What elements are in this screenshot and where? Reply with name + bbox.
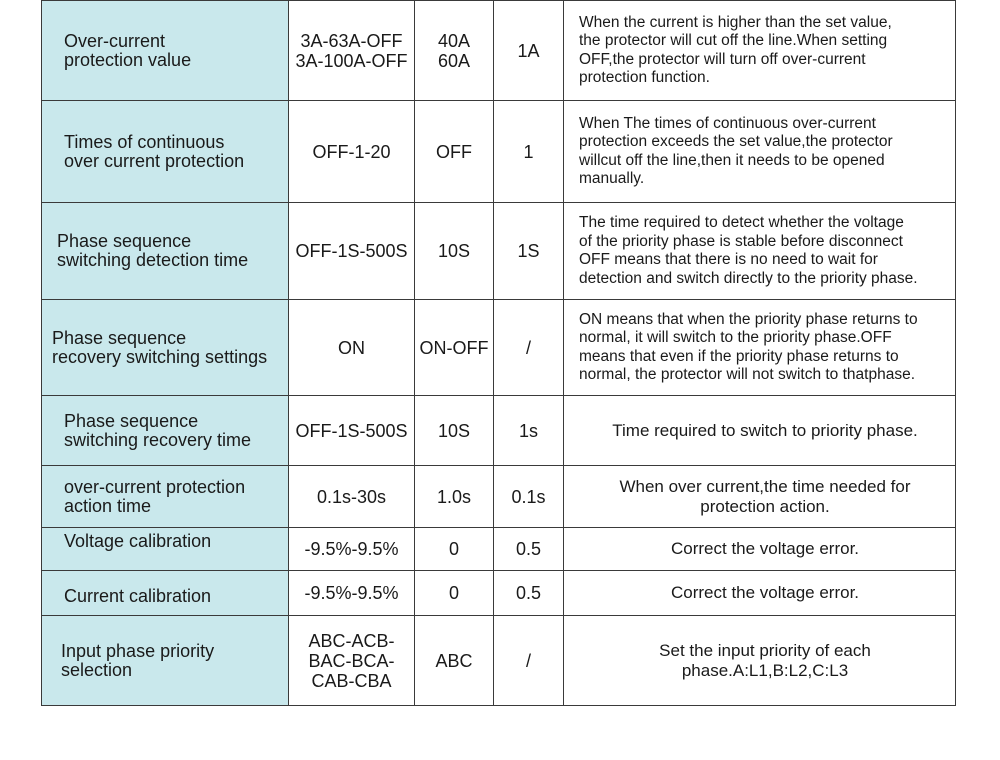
description: When over current,the time needed for protection action. bbox=[564, 466, 956, 528]
parameter-name: Over-current protection value bbox=[42, 1, 289, 101]
parameter-name: Current calibration bbox=[42, 571, 289, 616]
setting-range: OFF-1S-500S bbox=[289, 396, 415, 466]
setting-range: ON bbox=[289, 300, 415, 396]
table-row bbox=[42, 203, 956, 300]
table-row bbox=[42, 1, 956, 101]
step-value: 0.1s bbox=[494, 466, 564, 528]
setting-range: 0.1s-30s bbox=[289, 466, 415, 528]
setting-range: 3A-63A-OFF 3A-100A-OFF bbox=[289, 1, 415, 101]
parameter-table bbox=[41, 0, 956, 706]
table-row bbox=[42, 396, 956, 466]
description: The time required to detect whether the voltage of the priority phase is stable before disconnect OFF means that there is no need to wait for detection and switch directly to the priority phase. bbox=[564, 203, 956, 300]
step-value: / bbox=[494, 300, 564, 396]
step-value: / bbox=[494, 616, 564, 706]
step-value: 1S bbox=[494, 203, 564, 300]
setting-range: -9.5%-9.5% bbox=[289, 528, 415, 571]
default-value: OFF bbox=[415, 101, 494, 203]
default-value: ON-OFF bbox=[415, 300, 494, 396]
table-row bbox=[42, 528, 956, 571]
step-value: 0.5 bbox=[494, 571, 564, 616]
setting-range: -9.5%-9.5% bbox=[289, 571, 415, 616]
setting-range: ABC-ACB- BAC-BCA- CAB-CBA bbox=[289, 616, 415, 706]
table-row bbox=[42, 101, 956, 203]
description: Time required to switch to priority phase. bbox=[564, 396, 956, 466]
step-value: 1A bbox=[494, 1, 564, 101]
parameter-name: Phase sequence switching recovery time bbox=[42, 396, 289, 466]
default-value: 10S bbox=[415, 203, 494, 300]
default-value: 40A 60A bbox=[415, 1, 494, 101]
default-value: 10S bbox=[415, 396, 494, 466]
default-value: 0 bbox=[415, 571, 494, 616]
default-value: ABC bbox=[415, 616, 494, 706]
description: Correct the voltage error. bbox=[564, 571, 956, 616]
description: Correct the voltage error. bbox=[564, 528, 956, 571]
description: When The times of continuous over-current protection exceeds the set value,the protector willcut off the line,then it needs to be opened manually. bbox=[564, 101, 956, 203]
step-value: 1 bbox=[494, 101, 564, 203]
default-value: 1.0s bbox=[415, 466, 494, 528]
parameter-name: Times of continuous over current protection bbox=[42, 101, 289, 203]
setting-range: OFF-1-20 bbox=[289, 101, 415, 203]
description: ON means that when the priority phase returns to normal, it will switch to the priority phase.OFF means that even if the priority phase returns to normal, the protector will not switch to thatphase. bbox=[564, 300, 956, 396]
parameter-name: Phase sequence switching detection time bbox=[42, 203, 289, 300]
description: When the current is higher than the set value, the protector will cut off the line.When setting OFF,the protector will turn off over-current protection function. bbox=[564, 1, 956, 101]
parameter-name: Voltage calibration bbox=[42, 528, 289, 571]
default-value: 0 bbox=[415, 528, 494, 571]
table-row bbox=[42, 466, 956, 528]
table-row bbox=[42, 571, 956, 616]
parameter-name: over-current protection action time bbox=[42, 466, 289, 528]
setting-range: OFF-1S-500S bbox=[289, 203, 415, 300]
table-row bbox=[42, 300, 956, 396]
table-row bbox=[42, 616, 956, 706]
parameter-name: Phase sequence recovery switching settings bbox=[42, 300, 289, 396]
step-value: 1s bbox=[494, 396, 564, 466]
parameter-name: Input phase priority selection bbox=[42, 616, 289, 706]
description: Set the input priority of each phase.A:L1,B:L2,C:L3 bbox=[564, 616, 956, 706]
step-value: 0.5 bbox=[494, 528, 564, 571]
